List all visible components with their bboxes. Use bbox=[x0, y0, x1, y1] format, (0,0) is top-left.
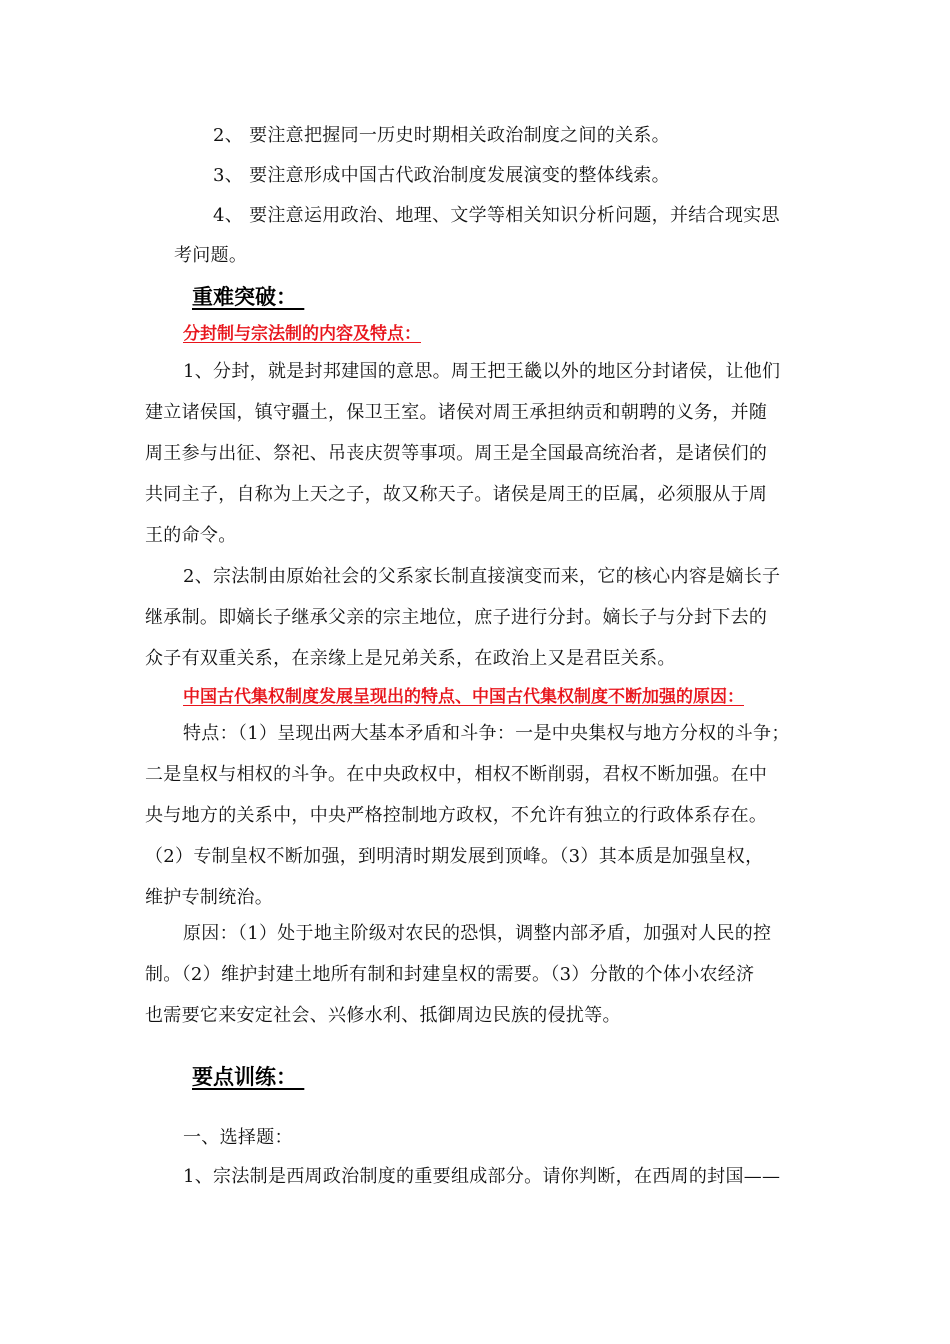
paragraph-line: 王的命令。 bbox=[145, 525, 237, 546]
paragraph-line: 共同主子，自称为上天之子，故又称天子。诸侯是周王的臣属，必须服从于周 bbox=[145, 484, 768, 505]
paragraph-line: 周王参与出征、祭祀、吊丧庆贺等事项。周王是全国最高统治者，是诸侯们的 bbox=[145, 443, 768, 464]
paragraph-line: 特点：（1）呈现出两大基本矛盾和斗争：一是中央集权与地方分权的斗争； bbox=[183, 723, 790, 744]
paragraph-line: 继承制。即嫡长子继承父亲的宗主地位，庶子进行分封。嫡长子与分封下去的 bbox=[145, 607, 768, 628]
paragraph-line: 建立诸侯国，镇守疆土，保卫王室。诸侯对周王承担纳贡和朝聘的义务，并随 bbox=[145, 402, 768, 423]
intro-item-4-line2: 考问题。 bbox=[174, 245, 248, 266]
subheading-feudal-clan-system: 分封制与宗法制的内容及特点： bbox=[183, 324, 421, 344]
question-1-text: 1、宗法制是西周政治制度的重要组成部分。请你判断，在西周的封国—— bbox=[183, 1166, 781, 1187]
question-type-label: 一、选择题： bbox=[183, 1127, 293, 1148]
paragraph-line: 维护专制统治。 bbox=[145, 887, 274, 908]
paragraph-line: （2）专制皇权不断加强，到明清时期发展到顶峰。（3）其本质是加强皇权， bbox=[145, 846, 764, 867]
intro-item-2: 2、 要注意把握同一历史时期相关政治制度之间的关系。 bbox=[213, 125, 670, 146]
section-heading-key-points: 重难突破： bbox=[192, 285, 305, 309]
intro-item-3: 3、 要注意形成中国古代政治制度发展演变的整体线索。 bbox=[213, 165, 670, 186]
paragraph-line: 众子有双重关系，在亲缘上是兄弟关系，在政治上又是君臣关系。 bbox=[145, 648, 676, 669]
paragraph-line: 制。（2）维护封建土地所有制和封建皇权的需要。（3）分散的个体小农经济 bbox=[145, 964, 755, 985]
paragraph-line: 原因：（1）处于地主阶级对农民的恐惧，调整内部矛盾，加强对人民的控 bbox=[183, 923, 772, 944]
paragraph-line: 也需要它来安定社会、兴修水利、抵御周边民族的侵扰等。 bbox=[145, 1005, 621, 1026]
paragraph-line: 央与地方的关系中，中央严格控制地方政权，不允许有独立的行政体系存在。 bbox=[145, 805, 768, 826]
section-heading-practice: 要点训练： bbox=[192, 1065, 305, 1089]
paragraph-line: 1、分封，就是封邦建国的意思。周王把王畿以外的地区分封诸侯，让他们 bbox=[183, 361, 781, 382]
intro-item-4-line1: 4、 要注意运用政治、地理、文学等相关知识分析问题，并结合现实思 bbox=[213, 205, 780, 226]
paragraph-line: 2、宗法制由原始社会的父系家长制直接演变而来，它的核心内容是嫡长子 bbox=[183, 566, 781, 587]
subheading-centralization: 中国古代集权制度发展呈现出的特点、中国古代集权制度不断加强的原因： bbox=[183, 687, 744, 707]
paragraph-line: 二是皇权与相权的斗争。在中央政权中，相权不断削弱，君权不断加强。在中 bbox=[145, 764, 768, 785]
